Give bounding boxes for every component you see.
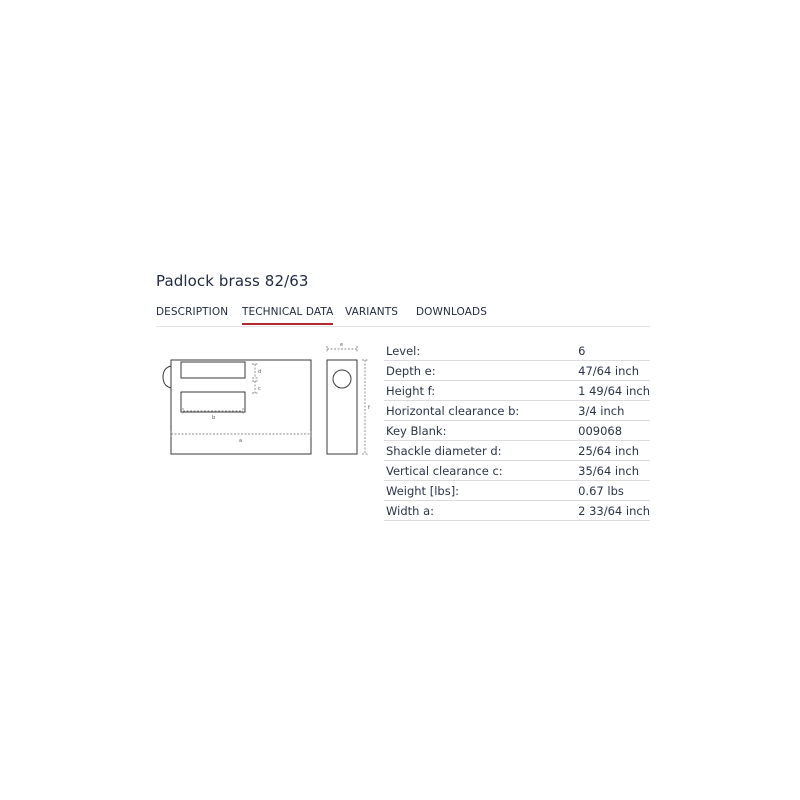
label-f: f — [368, 405, 370, 411]
table-row — [384, 341, 650, 361]
table-row — [384, 381, 650, 401]
spec-key: Height f: — [384, 381, 576, 401]
table-row — [384, 401, 650, 421]
table-row — [384, 441, 650, 461]
spec-value: 25/64 inch — [576, 441, 650, 461]
spec-value: 009068 — [576, 421, 650, 441]
tab-technical-data[interactable]: TECHNICAL DATA — [242, 306, 334, 318]
shackle-bar-bottom — [181, 392, 245, 412]
table-row — [384, 501, 650, 521]
table-row — [384, 481, 650, 501]
tab-bar — [156, 306, 650, 327]
spec-key: Level: — [384, 341, 576, 361]
shackle-nub — [163, 366, 171, 388]
side-view-shackle-hole — [333, 370, 351, 388]
padlock-dimension-drawing — [150, 336, 380, 466]
tab-variants[interactable]: VARIANTS — [345, 306, 399, 318]
spec-key: Width a: — [384, 501, 576, 521]
table-row — [384, 361, 650, 381]
spec-value: 2 33/64 inch — [576, 501, 650, 521]
spec-key: Key Blank: — [384, 421, 576, 441]
spec-value: 0.67 lbs — [576, 481, 650, 501]
label-b: b — [212, 415, 216, 421]
label-e: e — [340, 342, 344, 348]
tab-downloads[interactable]: DOWNLOADS — [416, 306, 487, 318]
spec-value: 3/4 inch — [576, 401, 650, 421]
table-row — [384, 461, 650, 481]
spec-value: 35/64 inch — [576, 461, 650, 481]
table-row — [384, 421, 650, 441]
spec-value: 6 — [576, 341, 650, 361]
tab-description[interactable]: DESCRIPTION — [156, 306, 229, 318]
shackle-bar-top — [181, 362, 245, 378]
page-title: Padlock brass 82/63 — [156, 272, 309, 290]
spec-key: Depth e: — [384, 361, 576, 381]
label-a: a — [239, 438, 243, 444]
label-c: c — [258, 386, 261, 392]
spec-key: Shackle diameter d: — [384, 441, 576, 461]
spec-value: 1 49/64 inch — [576, 381, 650, 401]
label-d: d — [258, 369, 262, 375]
spec-key: Weight [lbs]: — [384, 481, 576, 501]
spec-key: Horizontal clearance b: — [384, 401, 576, 421]
side-view-outline — [327, 360, 357, 454]
technical-data-table — [384, 341, 650, 521]
spec-value: 47/64 inch — [576, 361, 650, 381]
spec-key: Vertical clearance c: — [384, 461, 576, 481]
